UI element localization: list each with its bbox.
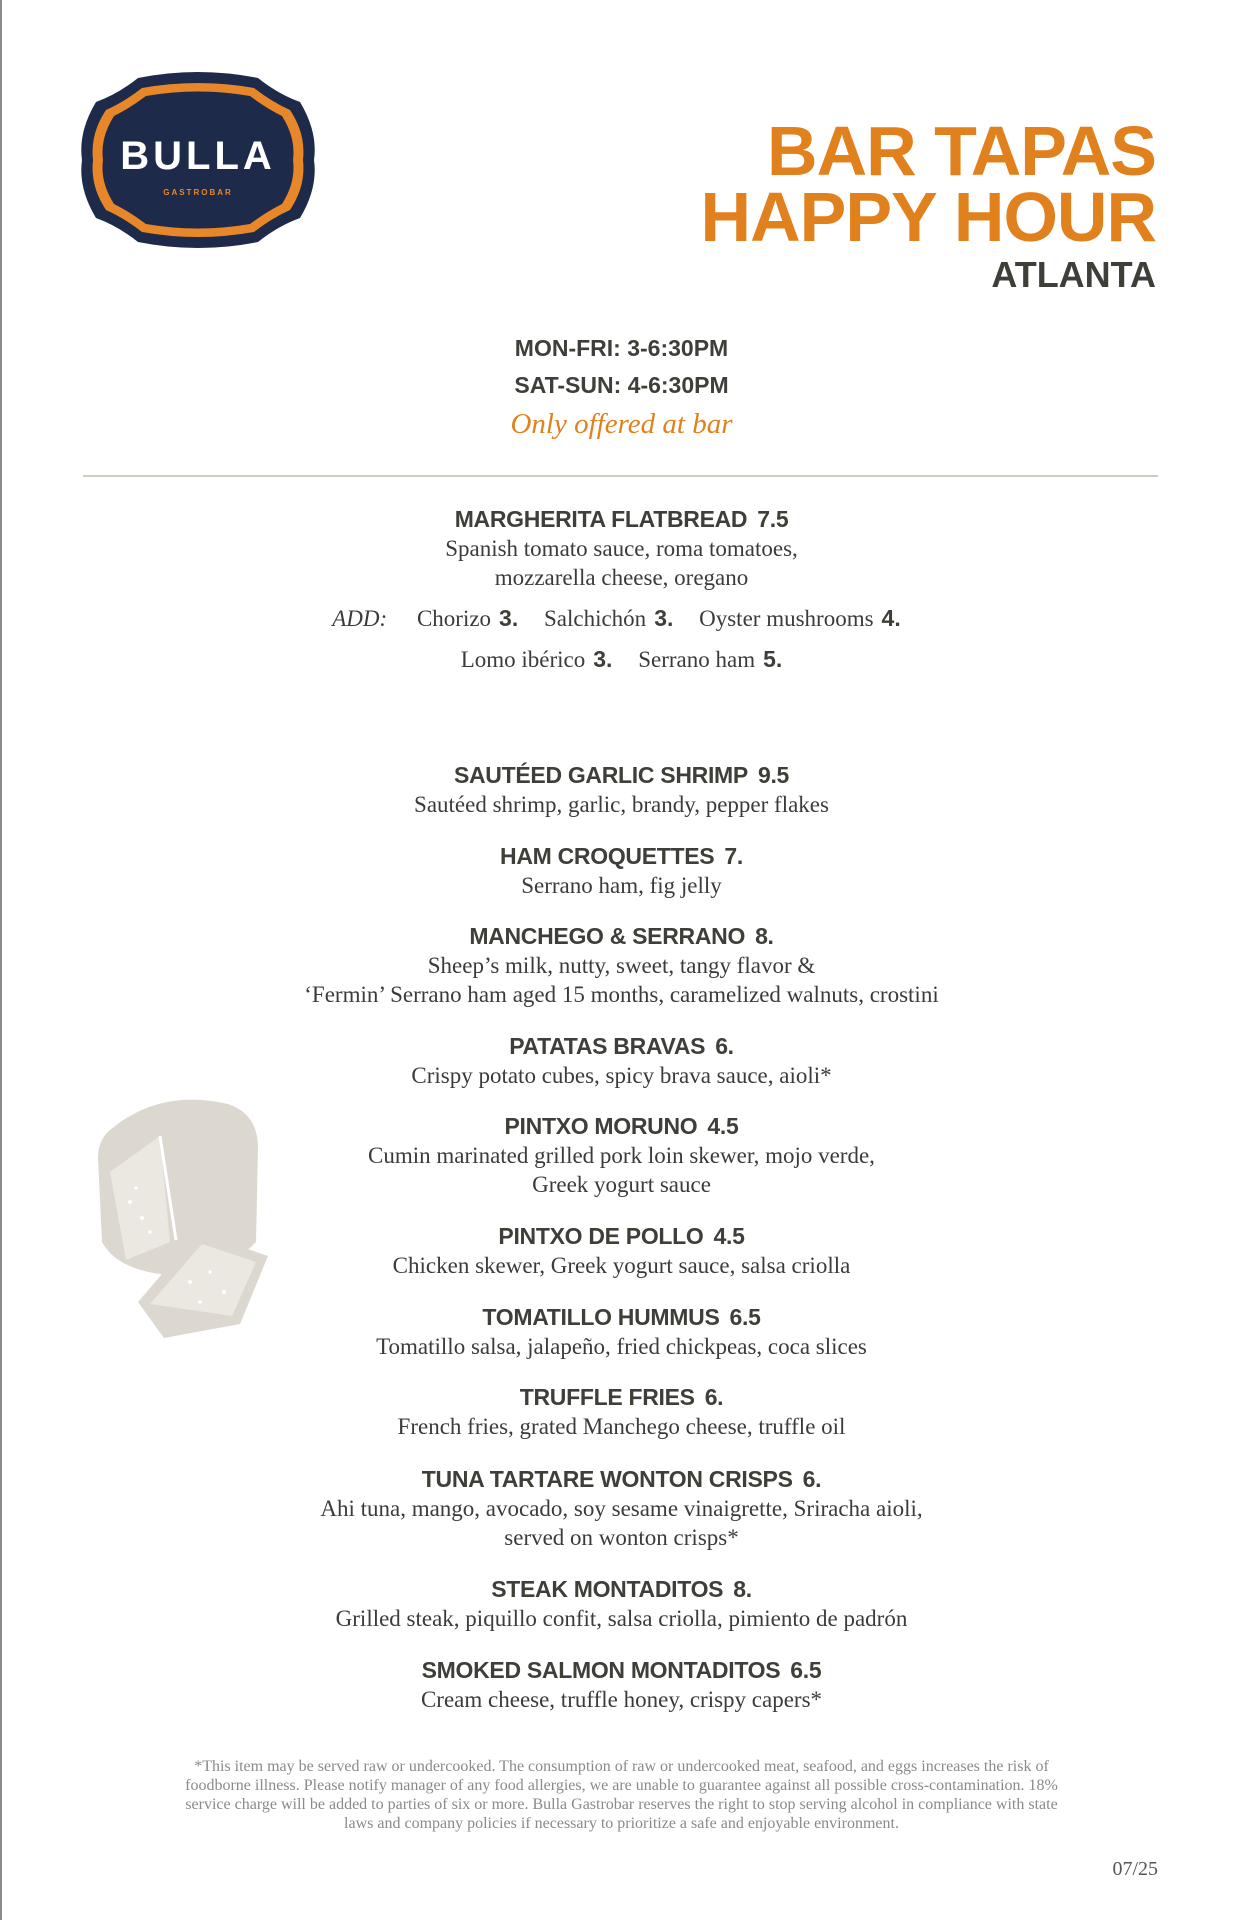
logo-name: BULLA [120, 134, 276, 178]
item-price: 7.5 [757, 506, 789, 532]
item-price: 6. [704, 1384, 724, 1410]
item-price: 6.5 [729, 1304, 761, 1330]
item-price: 4.5 [713, 1223, 745, 1249]
title-block [700, 112, 1156, 298]
item-description: Spanish tomato sauce, roma tomatoes, [445, 536, 798, 561]
hours-note: Only offered at bar [510, 408, 733, 440]
item-price: 6. [802, 1466, 822, 1492]
item-name: STEAK MONTADITOS [491, 1576, 724, 1602]
addon-chorizo [417, 606, 518, 631]
addon-name: Chorizo [416, 606, 492, 631]
item-price: 8. [755, 923, 774, 949]
addon-name: Oyster mushrooms [699, 606, 874, 631]
menu-item [0, 1382, 1243, 1441]
item-price: 8. [733, 1576, 752, 1602]
item-price: 6.5 [790, 1657, 822, 1683]
item-description: Greek yogurt sauce [532, 1172, 711, 1197]
menu-item-flatbread [0, 504, 1243, 592]
menu-item [0, 841, 1243, 900]
addon-oyster-mushrooms [699, 606, 901, 631]
disclaimer-line: service charge will be added to parties of six or more. Bulla Gastrobar reserves the right to stop serving alcohol in compliance with state [185, 1796, 1058, 1813]
addon-lomo-iberico [461, 647, 613, 672]
hours-weekend: SAT-SUN: 4-6:30PM [514, 372, 729, 398]
item-name: PINTXO MORUNO [504, 1113, 698, 1139]
addon-label: ADD: [332, 606, 388, 631]
menu-item [0, 1111, 1243, 1199]
item-description: Crispy potato cubes, spicy brava sauce, aioli* [411, 1063, 832, 1088]
addon-salchichon [544, 606, 673, 631]
addon-name: Serrano ham [638, 647, 756, 672]
menu-item [0, 1031, 1243, 1090]
addon-price: 3. [499, 605, 519, 631]
menu-item [0, 760, 1243, 819]
addon-price: 4. [881, 605, 901, 631]
disclaimer [83, 1757, 1160, 1833]
addon-price: 3. [654, 605, 674, 631]
item-name-line [0, 1111, 1243, 1141]
item-description: ‘Fermin’ Serrano ham aged 15 months, caramelized walnuts, crostini [304, 982, 939, 1007]
addon-serrano-ham [638, 647, 782, 672]
addon-price: 3. [593, 646, 613, 672]
item-description: served on wonton crisps* [504, 1525, 739, 1550]
item-name: PINTXO DE POLLO [498, 1223, 704, 1249]
item-description: Sautéed shrimp, garlic, brandy, pepper flakes [414, 792, 829, 817]
item-description: Grilled steak, piquillo confit, salsa criolla, pimiento de padrón [335, 1606, 908, 1631]
disclaimer-line: *This item may be served raw or undercooked. The consumption of raw or undercooked meat, seafood, and eggs increases the risk of [194, 1758, 1049, 1775]
item-name: TRUFFLE FRIES [519, 1384, 695, 1410]
menu-item [0, 1574, 1243, 1633]
item-name: TOMATILLO HUMMUS [482, 1304, 720, 1330]
item-price: 7. [724, 843, 743, 869]
addon-name: Lomo ibérico [460, 647, 586, 672]
bulla-logo [78, 72, 318, 248]
item-name: MARGHERITA FLATBREAD [454, 506, 748, 532]
addon-name: Salchichón [543, 606, 647, 631]
date-code: 07/25 [1112, 1858, 1158, 1880]
item-name: MANCHEGO & SERRANO [469, 923, 746, 949]
item-description: Cream cheese, truffle honey, crispy capers* [420, 1687, 823, 1712]
menu-item [0, 1302, 1243, 1361]
item-description: Sheep’s milk, nutty, sweet, tangy flavor & [427, 953, 816, 978]
menu-item [0, 921, 1243, 1009]
item-name: TUNA TARTARE WONTON CRISPS [421, 1466, 793, 1492]
disclaimer-line: foodborne illness. Please notify manager of any food allergies, we are unable to guarantee against all possible cross-contamination. 18% [185, 1777, 1058, 1794]
hours-weekday: MON-FRI: 3-6:30PM [514, 335, 729, 361]
item-description: Cumin marinated grilled pork loin skewer, mojo verde, [368, 1143, 875, 1168]
addon-row [0, 639, 1243, 680]
disclaimer-line: laws and company policies if necessary to prioritize a safe and enjoyable environment. [344, 1815, 899, 1832]
addon-row [0, 598, 1243, 639]
item-description: Ahi tuna, mango, avocado, soy sesame vinaigrette, Sriracha aioli, [320, 1496, 923, 1521]
item-name-line [0, 921, 1243, 951]
item-name-line [0, 504, 1243, 534]
item-name-line [0, 1031, 1243, 1061]
item-name: SMOKED SALMON MONTADITOS [421, 1657, 781, 1683]
item-price: 6. [715, 1033, 734, 1059]
item-name: PATATAS BRAVAS [509, 1033, 706, 1059]
item-description: Tomatillo salsa, jalapeño, fried chickpeas, coca slices [376, 1334, 867, 1359]
item-description: Chicken skewer, Greek yogurt sauce, salsa criolla [392, 1253, 851, 1278]
item-name: SAUTÉED GARLIC SHRIMP [453, 762, 748, 788]
flatbread-addons [0, 598, 1243, 680]
item-name-line [0, 1655, 1243, 1685]
menu-item [0, 1464, 1243, 1552]
item-price: 9.5 [757, 762, 790, 788]
title-city: ATLANTA [991, 254, 1156, 295]
item-description: mozzarella cheese, oregano [494, 565, 749, 590]
title-line-1: BAR TAPAS [767, 112, 1156, 190]
item-name-line [0, 1382, 1243, 1412]
title-line-2: HAPPY HOUR [700, 178, 1156, 256]
item-name-line [0, 1302, 1243, 1332]
addon-price: 5. [763, 646, 783, 672]
item-name-line [0, 1574, 1243, 1604]
item-name-line [0, 841, 1243, 871]
menu-item [0, 1221, 1243, 1280]
item-name: HAM CROQUETTES [500, 843, 715, 869]
logo-subtitle: GASTROBAR [163, 188, 233, 197]
item-price: 4.5 [707, 1113, 739, 1139]
item-name-line [0, 1464, 1243, 1494]
section-divider [83, 475, 1158, 477]
item-description: Serrano ham, fig jelly [521, 873, 722, 898]
hours-block [0, 330, 1243, 444]
item-name-line [0, 1221, 1243, 1251]
item-name-line [0, 760, 1243, 790]
menu-item [0, 1655, 1243, 1714]
item-description: French fries, grated Manchego cheese, truffle oil [397, 1414, 846, 1439]
